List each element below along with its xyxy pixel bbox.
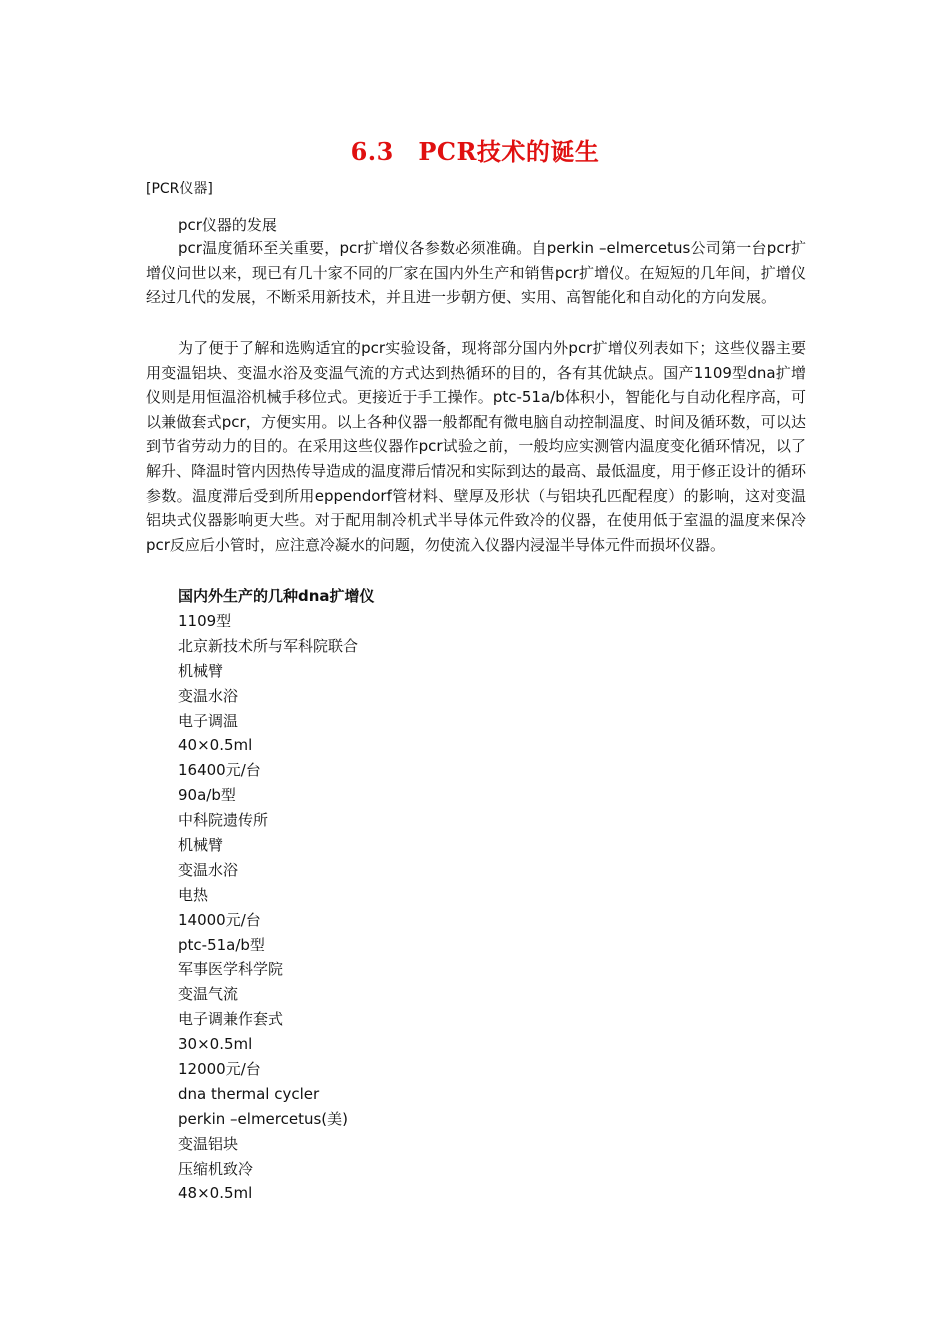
list-item: 30×0.5ml	[178, 1035, 253, 1054]
list-item: 电热	[178, 885, 209, 904]
list-item: perkin –elmercetus(美)	[178, 1109, 349, 1128]
list-item: 压缩机致冷	[178, 1159, 254, 1178]
list-item: ptc-51a/b型	[178, 935, 265, 954]
list-heading: 国内外生产的几种dna扩增仪	[178, 587, 375, 605]
list-item: 北京新技术所与军科院联合	[178, 636, 359, 655]
list-item: 48×0.5ml	[178, 1184, 253, 1203]
list-item: 电子调兼作套式	[178, 1010, 284, 1029]
list-item: 变温水浴	[178, 860, 239, 879]
subheading: pcr仪器的发展	[178, 216, 277, 234]
list-item: dna thermal cycler	[178, 1084, 320, 1103]
section-tag: [PCR仪器]	[146, 181, 213, 197]
list-item: 机械臂	[178, 661, 224, 680]
list-item: 变温铝块	[178, 1134, 239, 1153]
list-item: 40×0.5ml	[178, 736, 253, 755]
list-item: 12000元/台	[178, 1060, 261, 1079]
list-item: 中科院遗传所	[178, 811, 269, 830]
list-item: 电子调温	[178, 711, 239, 730]
body-paragraph: 为了便于了解和选购适宜的pcr实验设备，现将部分国内外pcr扩增仪列表如下；这些仪器主要用变温铝块、变温水浴及变温气流的方式达到热循环的目的，各有其优缺点。国产1109型dna扩增仪则是用恒温浴机械手移位式。更接近于手工操作。ptc-51a/b体积小，智能化与自动化程序高，可以兼做套式pcr，方便实用。以上各种仪器一般都配有微电脑自动控制温度、时间及循环数，可以达到节省劳动力的目的。在采用这些仪器作pcr试验之前，一般均应实测管内温度变化循环情况，以了解升、降温时管内因热传导造成的温度滞后情况和实际到达的最高、最低温度，用于修正设计的循环参数。温度滞后受到所用eppendorf管材料、壁厚及形状（与铝块孔匹配程度）的影响，这对变温铝块式仪器影响更大些。对于配用制冷机式半导体元件致冷的仪器，在使用低于室温的温度来保冷pcr反应后小管时，应注意冷凝水的问题，勿使流入仪器内浸湿半导体元件而损坏仪器。	[146, 339, 807, 554]
list-item: 1109型	[178, 612, 232, 630]
body-paragraph: pcr温度循环至关重要，pcr扩增仪各参数必须准确。自perkin –elmercetus公司第一台pcr扩增仪问世以来，现已有几十家不同的厂家在国内外生产和销售pcr扩增仪。在短短的几年间，扩增仪经过几代的发展，不断采用新技术，并且进一步朝方便、实用、高智能化和自动化的方向发展。	[146, 239, 806, 307]
instrument-list	[178, 584, 375, 1206]
page-title: 6.3 PCR技术的诞生	[350, 137, 600, 166]
list-item: 变温水浴	[178, 686, 239, 705]
list-item: 军事医学科学院	[178, 960, 284, 979]
list-item: 机械臂	[178, 836, 224, 855]
list-item: 16400元/台	[178, 761, 261, 780]
list-item: 变温气流	[178, 985, 239, 1004]
list-item: 14000元/台	[178, 910, 261, 929]
list-item: 90a/b型	[178, 786, 236, 805]
